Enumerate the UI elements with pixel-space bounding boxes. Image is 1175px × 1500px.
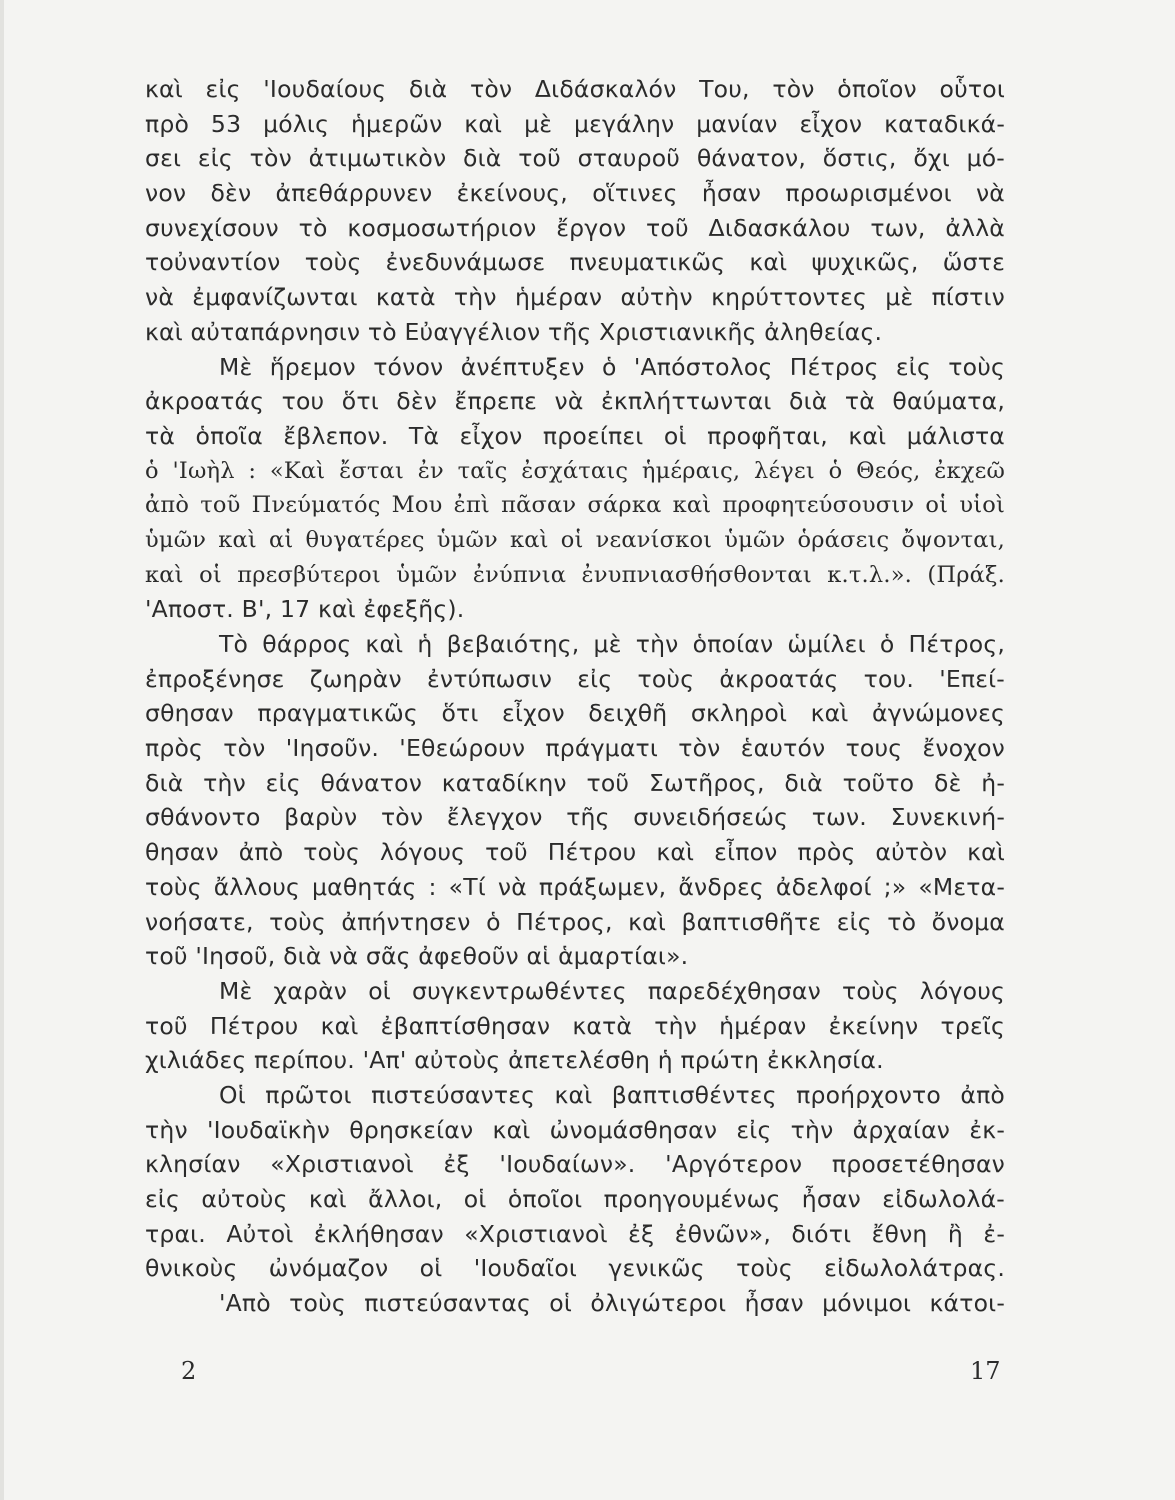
text-line: καὶ εἰς 'Ιουδαίους διὰ τὸν Διδάσκαλόν Του, τὸν ὁποῖον οὗτοι [145, 75, 1005, 103]
text-line: τοῦ Πέτρου καὶ ἐβαπτίσθησαν κατὰ τὴν ἡμέραν ἐκείνην τρεῖς [145, 1011, 1005, 1040]
text-line: 'Απὸ τοὺς πιστεύσαντας οἱ ὀλιγώτεροι ἦσαν μόνιμοι κάτοι- [219, 1289, 1005, 1318]
text-line: θησαν ἀπὸ τοὺς λόγους τοῦ Πέτρου καὶ εἶπον πρὸς αὐτὸν καὶ [145, 838, 1005, 867]
text-line: συνεχίσουν τὸ κοσμοσωτήριον ἔργον τοῦ Διδασκάλου των, ἀλλὰ [145, 213, 1005, 242]
text-line: ὁ 'Ιωὴλ : «Καὶ ἔσται ἐν ταῖς ἐσχάταις ἡμέραις, λέγει ὁ Θεός, ἐκχεῶ [145, 457, 1005, 484]
text-line: εἰς αὐτοὺς καὶ ἄλλοι, οἱ ὁποῖοι προηγουμένως ἦσαν εἰδωλολά- [145, 1185, 1005, 1213]
text-line: σει εἰς τὸν ἀτιμωτικὸν διὰ τοῦ σταυροῦ θάνατον, ὅστις, ὄχι μό- [145, 144, 1005, 173]
text-line: σθάνοντο βαρὺν τὸν ἔλεγχον τῆς συνειδήσεώς των. Συνεκινή- [145, 803, 1005, 832]
printer-signature-mark: 2 [181, 1357, 197, 1385]
text-line: κλησίαν «Χριστιανοὶ ἐξ 'Ιουδαίων». 'Αργότερον προσετέθησαν [145, 1150, 1005, 1179]
text-line: Μὲ χαρὰν οἱ συγκεντρωθέντες παρεδέχθησαν τοὺς λόγους [219, 976, 1005, 1005]
text-line: τοὐναντίον τοὺς ἐνεδυνάμωσε πνευματικῶς καὶ ψυχικῶς, ὥστε [145, 248, 1005, 277]
text-line: τοῦ 'Ιησοῦ, διὰ νὰ σᾶς ἀφεθοῦν αἱ ἁμαρτίαι». [145, 942, 689, 971]
text-line: σθησαν πραγματικῶς ὅτι εἶχον δειχθῆ σκληροὶ καὶ ἀγνώμονες [145, 699, 1005, 728]
text-line: Μὲ ἥρεμον τόνον ἀνέπτυξεν ὁ 'Απόστολος Πέτρος εἰς τοὺς [219, 352, 1005, 381]
text-line: διὰ τὴν εἰς θάνατον καταδίκην τοῦ Σωτῆρος, διὰ τοῦτο δὲ ἠ- [145, 768, 1005, 797]
text-line: καὶ αὐταπάρνησιν τὸ Εὐαγγέλιον τῆς Χριστιανικῆς ἀληθείας. [145, 317, 883, 346]
page-number: 17 [970, 1357, 1001, 1385]
text-line: Οἱ πρῶτοι πιστεύσαντες καὶ βαπτισθέντες προήρχοντο ἀπὸ [219, 1080, 1005, 1109]
text-line: νον δὲν ἀπεθάρρυνεν ἐκείνους, οἵτινες ἦσαν προωρισμένοι νὰ [145, 179, 1005, 208]
text-line: ἀπὸ τοῦ Πνεύματός Μου ἐπὶ πᾶσαν σάρκα καὶ προφητεύσουσιν οἱ υἱοὶ [145, 492, 1005, 519]
text-line: ἐπροξένησε ζωηρὰν ἐντύπωσιν εἰς τοὺς ἀκροατάς του. 'Επεί- [145, 664, 1005, 693]
text-line: νὰ ἐμφανίζωνται κατὰ τὴν ἡμέραν αὐτὴν κηρύττοντες μὲ πίστιν [145, 283, 1005, 312]
body-text [145, 72, 1005, 1321]
text-line: καὶ οἱ πρεσβύτεροι ὑμῶν ἐνύπνια ἐνυπνιασθήσθονται κ.τ.λ.». (Πράξ. [145, 561, 1005, 588]
text-line: 'Αποστ. Β', 17 καὶ ἐφεξῆς). [145, 595, 465, 624]
scan-edge [0, 0, 4, 1500]
text-line: θνικοὺς ὠνόμαζον οἱ 'Ιουδαῖοι γενικῶς τοὺς εἰδωλολάτρας. [145, 1254, 1005, 1283]
text-line: τραι. Αὐτοὶ ἐκλήθησαν «Χριστιανοὶ ἐξ ἐθνῶν», διότι ἔθνη ἢ ἐ- [145, 1219, 1005, 1248]
text-line: τὴν 'Ιουδαϊκὴν θρησκείαν καὶ ὠνομάσθησαν εἰς τὴν ἀρχαίαν ἐκ- [145, 1115, 1005, 1144]
text-line: νοήσατε, τοὺς ἀπήντησεν ὁ Πέτρος, καὶ βαπτισθῆτε εἰς τὸ ὄνομα [145, 907, 1005, 936]
text-line: χιλιάδες περίπου. 'Απ' αὐτοὺς ἀπετελέσθη ἡ πρώτη ἐκκλησία. [145, 1046, 884, 1075]
text-line: ἀκροατάς του ὅτι δὲν ἔπρεπε νὰ ἐκπλήττωνται διὰ τὰ θαύματα, [145, 387, 1005, 416]
text-line: Τὸ θάρρος καὶ ἡ βεβαιότης, μὲ τὴν ὁποίαν ὡμίλει ὁ Πέτρος, [219, 630, 1005, 658]
text-line: πρὸ 53 μόλις ἡμερῶν καὶ μὲ μεγάλην μανίαν εἶχον καταδικά- [145, 109, 1005, 138]
text-line: τοὺς ἄλλους μαθητάς : «Τί νὰ πράξωμεν, ἄνδρες ἀδελφοί ;» «Μετα- [145, 872, 1005, 901]
text-line: ὑμῶν καὶ αἱ θυγατέρες ὑμῶν καὶ οἱ νεανίσκοι ὑμῶν ὁράσεις ὄψονται, [145, 526, 1005, 553]
text-line: πρὸς τὸν 'Ιησοῦν. 'Εθεώρουν πράγματι τὸν ἑαυτόν τους ἔνοχον [145, 734, 1005, 763]
text-line: τὰ ὁποῖα ἔβλεπον. Τὰ εἶχον προείπει οἱ προφῆται, καὶ μάλιστα [145, 421, 1005, 450]
